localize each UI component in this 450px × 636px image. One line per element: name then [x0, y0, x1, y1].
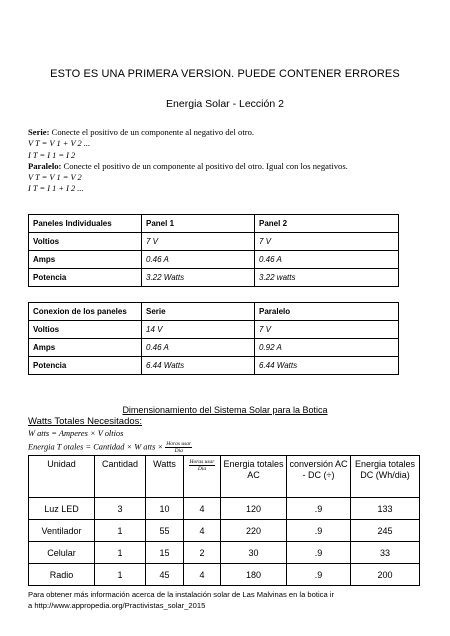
table-cell: 4	[184, 564, 221, 586]
serie-voltage-equation: V T = V 1 + V 2 ...	[28, 139, 91, 149]
appropedia-link[interactable]: a http://www.appropedia.org/Practivistas_solar_2015	[28, 601, 206, 610]
serie-current-equation: I T = I 1 = I 2	[28, 150, 76, 160]
table-cell: Ventilador	[29, 520, 95, 542]
table-header-cell: conversión AC - DC (÷)	[287, 456, 351, 498]
table-cell: Voltios	[29, 321, 142, 339]
table-cell: 1	[95, 542, 146, 564]
table-header-cell: Unidad	[29, 456, 95, 498]
table-cell: .9	[287, 542, 351, 564]
table-cell: 3.22 Watts	[142, 269, 255, 287]
table-header-row	[29, 215, 399, 233]
table-cell: 1	[95, 520, 146, 542]
table-cell: 0.92 A	[255, 339, 399, 357]
table-row	[29, 339, 399, 357]
table-cell: 1	[95, 564, 146, 586]
footer-note: Para obtener más información acerca de la instalación solar de Las Malvinas en la botica ir a http://www.appropedia.org/Practivistas_solar_2015	[28, 589, 433, 611]
watts-formula: W atts = Amperes × V oltios	[28, 429, 124, 438]
table-cell: .9	[287, 520, 351, 542]
panel-connection-table	[28, 302, 399, 375]
table-cell: Potencia	[29, 269, 142, 287]
table-cell: 245	[351, 520, 420, 542]
table-cell: 4	[184, 498, 221, 520]
table-row	[29, 498, 420, 520]
energy-formula: Energia T otales = Cantidad × W atts × $\frac{\text{Horas usar}}{\text{Dia}}$	[28, 441, 192, 454]
table-cell: 15	[146, 542, 184, 564]
table-cell: 6.44 Watts	[255, 357, 399, 375]
table-row	[29, 251, 399, 269]
version-warning: ESTO ES UNA PRIMERA VERSION. PUEDE CONTENER ERRORES	[50, 68, 400, 80]
table-row	[29, 542, 420, 564]
hours-per-day-fraction: $\frac{\text{Horas usar}}{\text{Dia}}$	[189, 459, 215, 472]
table-row	[29, 321, 399, 339]
serie-definition: Serie: Conecte el positivo de un componente al negativo del otro.	[28, 127, 255, 137]
table-cell: 2	[184, 542, 221, 564]
table-cell: 200	[351, 564, 420, 586]
energy-sizing-table	[28, 455, 420, 586]
table-header-cell: Panel 1	[142, 215, 255, 233]
table-header-row	[29, 303, 399, 321]
table-cell: 4	[184, 520, 221, 542]
table-header-cell: Conexion de los paneles	[29, 303, 142, 321]
table-cell: 6.44 Watts	[142, 357, 255, 375]
table-cell: Amps	[29, 339, 142, 357]
table-row	[29, 357, 399, 375]
table-header-cell	[184, 456, 221, 498]
table-header-cell: Panel 2	[255, 215, 399, 233]
table-cell: 10	[146, 498, 184, 520]
table-cell: 30	[221, 542, 287, 564]
table-cell: .9	[287, 498, 351, 520]
table-cell: 180	[221, 564, 287, 586]
table-cell: Amps	[29, 251, 142, 269]
table-cell: 0.46 A	[142, 251, 255, 269]
table-cell: .9	[287, 564, 351, 586]
table-cell: Potencia	[29, 357, 142, 375]
table-cell: 0.46 A	[142, 339, 255, 357]
table-row	[29, 520, 420, 542]
table-row	[29, 269, 399, 287]
table-cell: 7 V	[255, 321, 399, 339]
table-header-cell: Energia totales DC (Wh/dia)	[351, 456, 420, 498]
table-cell: 55	[146, 520, 184, 542]
table-cell: 14 V	[142, 321, 255, 339]
sizing-section-title: Dimensionamiento del Sistema Solar para la Botica	[122, 405, 328, 415]
table-row	[29, 564, 420, 586]
lesson-title: Energia Solar - Lección 2	[166, 98, 284, 110]
table-header-cell: Watts	[146, 456, 184, 498]
table-cell: 3	[95, 498, 146, 520]
table-cell: 120	[221, 498, 287, 520]
table-cell: 133	[351, 498, 420, 520]
table-cell: 45	[146, 564, 184, 586]
table-cell: Voltios	[29, 233, 142, 251]
table-cell: 3.22 watts	[255, 269, 399, 287]
table-cell: 0.46 A	[255, 251, 399, 269]
table-cell: Luz LED	[29, 498, 95, 520]
table-header-cell: Paneles Individuales	[29, 215, 142, 233]
table-cell: 7 V	[255, 233, 399, 251]
table-header-cell: Energia totales AC	[221, 456, 287, 498]
individual-panels-table	[28, 214, 399, 287]
table-cell: 7 V	[142, 233, 255, 251]
paralelo-current-equation: I T = I 1 + I 2 ...	[28, 184, 84, 194]
table-header-cell: Serie	[142, 303, 255, 321]
table-cell: Celular	[29, 542, 95, 564]
connection-definitions	[28, 127, 428, 195]
paralelo-voltage-equation: V T = V 1 = V 2	[28, 173, 82, 183]
table-header-cell: Cantidad	[95, 456, 146, 498]
hours-per-day-fraction: $\frac{\text{Horas usar}}{\text{Dia}}$	[166, 441, 192, 454]
table-cell: 33	[351, 542, 420, 564]
paralelo-definition: Paralelo: Conecte el positivo de un componente al positivo del otro. Igual con los negativos.	[28, 160, 348, 171]
table-cell: 220	[221, 520, 287, 542]
table-header-row	[29, 456, 420, 498]
table-header-cell: Paralelo	[255, 303, 399, 321]
watts-needed-title: Watts Totales Necesitados:	[28, 416, 143, 427]
table-cell: Radio	[29, 564, 95, 586]
table-row	[29, 233, 399, 251]
